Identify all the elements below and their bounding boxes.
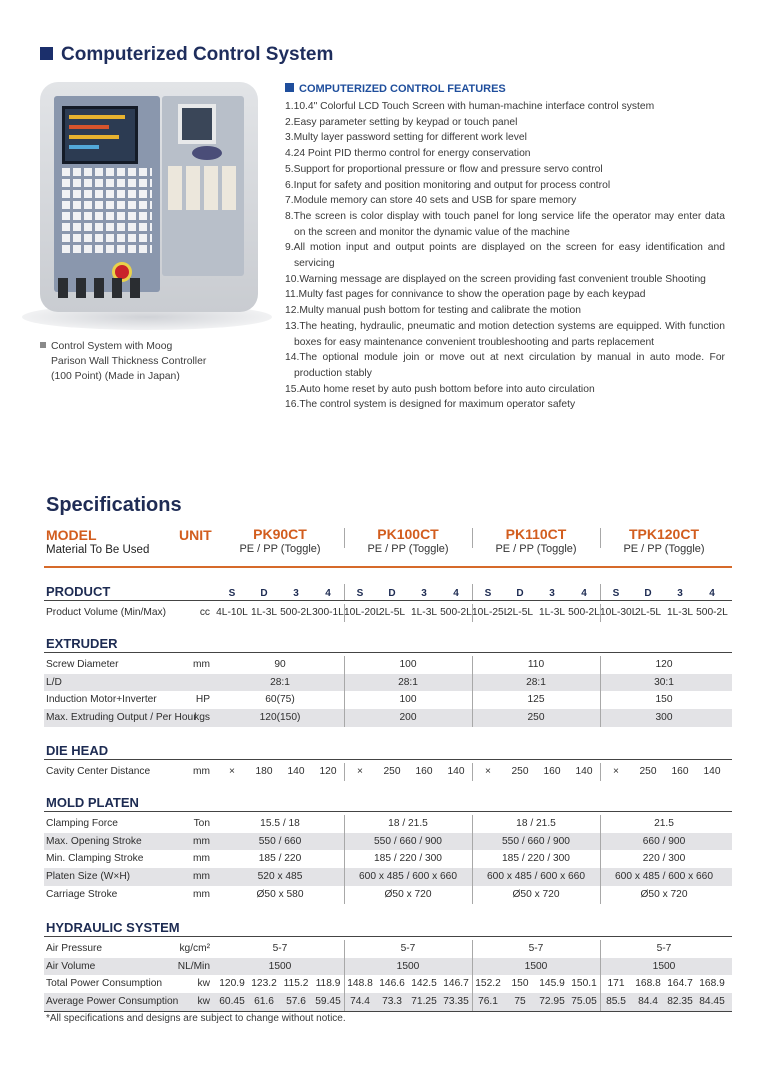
spec-value: 5-7 bbox=[400, 942, 416, 954]
spec-value: 30:1 bbox=[654, 676, 674, 688]
spec-value: 125 bbox=[527, 694, 545, 706]
spec-unit: Ton bbox=[193, 817, 210, 829]
sub-column-header: S bbox=[484, 588, 492, 599]
column-divider bbox=[472, 886, 473, 904]
column-divider bbox=[600, 528, 601, 548]
spec-row bbox=[44, 709, 732, 727]
spec-row bbox=[44, 958, 732, 976]
spec-value: 84.45 bbox=[699, 996, 725, 1008]
control-panel-left bbox=[54, 96, 160, 292]
feature-item: 15.Auto home reset by auto push bottom before into auto circulation bbox=[285, 383, 595, 395]
spec-value: 10L-30L bbox=[600, 607, 638, 618]
spec-unit: kw bbox=[197, 996, 210, 1008]
spec-value: 140 bbox=[703, 765, 721, 777]
spec-row bbox=[44, 815, 732, 833]
spec-value: 120 bbox=[655, 658, 673, 670]
spec-value: 160 bbox=[671, 765, 689, 777]
column-divider bbox=[472, 604, 473, 622]
spec-value: 74.4 bbox=[350, 996, 370, 1008]
model-column-header bbox=[472, 526, 600, 566]
feature-item: 13.The heating, hydraulic, pneumatic and motion detection systems are equipped. With function boxes for easy maintenance convenient troubleshooting and parts replacement bbox=[285, 320, 725, 348]
column-divider bbox=[344, 584, 345, 600]
sub-column-header: 3 bbox=[677, 588, 683, 599]
spec-label: Cavity Center Distance bbox=[46, 765, 151, 777]
spec-value: 73.3 bbox=[382, 996, 402, 1008]
spec-row bbox=[44, 850, 732, 868]
control-panel-photo bbox=[40, 82, 258, 312]
spec-value: 118.9 bbox=[315, 978, 341, 990]
section-title: DIE HEAD bbox=[46, 742, 109, 758]
sub-column-header: 3 bbox=[549, 588, 555, 599]
keypad-icon bbox=[62, 168, 152, 256]
spec-value: 28:1 bbox=[526, 676, 546, 688]
section-header bbox=[44, 727, 732, 760]
sub-column-header: S bbox=[612, 588, 620, 599]
column-divider bbox=[600, 886, 601, 904]
spec-label: Max. Extruding Output / Per Hour bbox=[46, 712, 197, 724]
spec-value: 200 bbox=[399, 712, 417, 724]
spec-value: 250 bbox=[511, 765, 529, 777]
spec-value: 75.05 bbox=[571, 996, 597, 1008]
features-block bbox=[285, 83, 725, 413]
spec-value: 10L-25L bbox=[472, 607, 510, 618]
sub-column-header: D bbox=[644, 588, 652, 599]
column-divider bbox=[600, 993, 601, 1011]
sub-column-header: 4 bbox=[709, 588, 715, 599]
spec-value: 660 / 900 bbox=[642, 835, 686, 847]
spec-row bbox=[44, 993, 732, 1011]
spec-unit: mm bbox=[193, 765, 210, 777]
spec-value: 1500 bbox=[396, 960, 420, 972]
features-square-icon bbox=[285, 83, 294, 92]
column-divider bbox=[344, 674, 345, 692]
material-label: Material To Be Used bbox=[46, 544, 150, 556]
spec-value: 110 bbox=[527, 658, 545, 670]
spec-unit: cc bbox=[199, 607, 210, 618]
spec-value: × bbox=[229, 765, 235, 777]
spec-value: 10L-20L bbox=[344, 607, 382, 618]
column-divider bbox=[344, 528, 345, 548]
spec-value: 90 bbox=[274, 658, 286, 670]
spec-unit: mm bbox=[193, 835, 210, 847]
spec-value: 1500 bbox=[524, 960, 548, 972]
spec-value: × bbox=[485, 765, 491, 777]
sub-column-header: D bbox=[260, 588, 268, 599]
spec-value: Ø50 x 720 bbox=[512, 888, 560, 900]
dial-gauges-icon bbox=[168, 166, 238, 210]
features-title: COMPUTERIZED CONTROL FEATURES bbox=[285, 83, 725, 95]
column-divider bbox=[600, 674, 601, 692]
spec-value: 4L-10L bbox=[216, 607, 248, 618]
spec-label: Min. Clamping Stroke bbox=[46, 853, 144, 865]
sub-column-header: D bbox=[388, 588, 396, 599]
feature-item: 14.The optional module join or move out at next circulation by manual in auto mode. For production stably bbox=[285, 352, 725, 379]
spec-row bbox=[44, 886, 732, 904]
feature-item: 4.24 Point PID thermo control for energy conservation bbox=[285, 148, 531, 160]
spec-value: 600 x 485 / 600 x 660 bbox=[359, 871, 457, 883]
spec-value: 220 / 300 bbox=[642, 853, 686, 865]
sub-column-header: S bbox=[228, 588, 236, 599]
column-divider bbox=[472, 691, 473, 709]
spec-value: 18 / 21.5 bbox=[516, 817, 556, 829]
spec-value: 164.7 bbox=[667, 978, 693, 990]
spec-value: 72.95 bbox=[539, 996, 565, 1008]
lcd-screen-icon bbox=[62, 106, 138, 164]
control-panel-right bbox=[162, 96, 244, 276]
feature-item: 2.Easy parameter setting by keypad or touch panel bbox=[285, 116, 518, 128]
sub-column-header: D bbox=[516, 588, 524, 599]
spec-value: 115.2 bbox=[283, 978, 309, 990]
spec-value: 140 bbox=[287, 765, 305, 777]
column-divider bbox=[472, 815, 473, 833]
column-divider bbox=[472, 833, 473, 851]
spec-value: 550 / 660 / 900 bbox=[374, 835, 442, 847]
spec-value: × bbox=[357, 765, 363, 777]
section-header bbox=[44, 781, 732, 812]
model-name: PK90CT bbox=[253, 526, 307, 542]
section-header bbox=[44, 622, 732, 653]
column-divider bbox=[600, 850, 601, 868]
spec-unit: HP bbox=[195, 694, 210, 706]
spec-row bbox=[44, 868, 732, 886]
spec-value: 60(75) bbox=[265, 694, 295, 706]
spec-value: 1L-3L bbox=[250, 607, 278, 618]
model-name: PK110CT bbox=[505, 526, 567, 542]
column-divider bbox=[472, 709, 473, 727]
spec-value: 180 bbox=[255, 765, 273, 777]
spec-value: 120(150) bbox=[259, 712, 301, 724]
spec-value: 300-1L bbox=[312, 607, 344, 618]
model-label: MODEL bbox=[46, 527, 97, 543]
spec-value: 59.45 bbox=[315, 996, 341, 1008]
spec-label: Carriage Stroke bbox=[46, 888, 118, 900]
spec-value: 185 / 220 bbox=[258, 853, 302, 865]
spec-value: Ø50 x 580 bbox=[256, 888, 304, 900]
feature-item: 5.Support for proportional pressure or flow and pressure servo control bbox=[285, 163, 603, 175]
spec-value: 21.5 bbox=[654, 817, 674, 829]
spec-unit: kw bbox=[197, 978, 210, 990]
column-divider bbox=[600, 975, 601, 993]
model-column-header bbox=[344, 526, 472, 566]
spec-value: 73.35 bbox=[443, 996, 469, 1008]
column-divider bbox=[472, 940, 473, 958]
column-divider bbox=[344, 975, 345, 993]
spec-value: 150 bbox=[655, 694, 673, 706]
feature-item: 8.The screen is color display with touch panel for long service life the operator may enter data on the screen and monitor the dynamic value of the machine bbox=[285, 210, 725, 238]
spec-value: 100 bbox=[399, 694, 417, 706]
feature-item: 6.Input for safety and position monitoring and output for process control bbox=[285, 179, 611, 191]
spec-row bbox=[44, 691, 732, 709]
spec-label: Induction Motor+Inverter bbox=[46, 694, 157, 706]
page-title: Computerized Control System bbox=[40, 44, 333, 66]
column-divider bbox=[472, 850, 473, 868]
spec-value: 2L-5L bbox=[634, 607, 662, 618]
sub-column-header: 4 bbox=[325, 588, 331, 599]
spec-value: 28:1 bbox=[398, 676, 418, 688]
feature-item: 12.Multy manual push bottom for testing and calibrate the motion bbox=[285, 305, 581, 317]
spec-row bbox=[44, 763, 732, 781]
material-value: PE / PP (Toggle) bbox=[239, 543, 321, 555]
spec-value: 146.7 bbox=[443, 978, 469, 990]
spec-unit: kgs bbox=[194, 712, 210, 724]
spec-label: Platen Size (W×H) bbox=[46, 871, 131, 883]
column-divider bbox=[344, 833, 345, 851]
column-divider bbox=[472, 584, 473, 600]
spec-label: Clamping Force bbox=[46, 817, 118, 829]
spec-value: 120.9 bbox=[219, 978, 245, 990]
features-list bbox=[285, 99, 725, 413]
spec-value: 250 bbox=[383, 765, 401, 777]
spec-value: 500-2L bbox=[696, 607, 728, 618]
spec-label: Screw Diameter bbox=[46, 658, 119, 670]
column-divider bbox=[600, 958, 601, 976]
model-name: TPK120CT bbox=[628, 526, 700, 542]
column-divider bbox=[600, 868, 601, 886]
spec-value: 18 / 21.5 bbox=[388, 817, 428, 829]
spec-label: Air Volume bbox=[46, 960, 96, 972]
spec-value: 600 x 485 / 600 x 660 bbox=[615, 871, 713, 883]
spec-row bbox=[44, 940, 732, 958]
photo-caption: Control System with Moog Parison Wall Thickness Controller (100 Point) (Made in Japan) bbox=[40, 339, 225, 384]
model-column-header bbox=[216, 526, 344, 566]
column-divider bbox=[344, 709, 345, 727]
spec-value: 500-2L bbox=[568, 607, 600, 618]
spec-value: 15.5 / 18 bbox=[260, 817, 300, 829]
spec-row bbox=[44, 604, 732, 622]
feature-item: 7.Module memory can store 40 sets and USB for spare memory bbox=[285, 195, 577, 207]
spec-value: 5-7 bbox=[656, 942, 672, 954]
material-value: PE / PP (Toggle) bbox=[623, 543, 705, 555]
section-title: MOLD PLATEN bbox=[46, 794, 139, 810]
column-divider bbox=[344, 993, 345, 1011]
spec-label: L/D bbox=[46, 676, 62, 688]
spec-value: 28:1 bbox=[270, 676, 290, 688]
caption-bullet-icon bbox=[40, 342, 46, 348]
column-divider bbox=[344, 604, 345, 622]
column-divider bbox=[472, 656, 473, 674]
spec-value: 150.1 bbox=[571, 978, 597, 990]
model-column-header bbox=[600, 526, 728, 566]
spec-value: 2L-5L bbox=[506, 607, 534, 618]
spec-unit: kg/cm² bbox=[179, 942, 210, 954]
sub-column-header: 4 bbox=[453, 588, 459, 599]
spec-unit: mm bbox=[193, 871, 210, 883]
sub-column-header: 3 bbox=[421, 588, 427, 599]
spec-value: 148.8 bbox=[347, 978, 373, 990]
sub-column-header: 4 bbox=[581, 588, 587, 599]
spec-row bbox=[44, 833, 732, 851]
column-divider bbox=[472, 868, 473, 886]
spec-value: 60.45 bbox=[219, 996, 245, 1008]
spec-unit: NL/Min bbox=[177, 960, 210, 972]
feature-item: 10.Warning message are displayed on the screen providing fast convenient trouble Shooting bbox=[285, 273, 706, 285]
spec-value: 550 / 660 / 900 bbox=[502, 835, 570, 847]
spec-row bbox=[44, 975, 732, 993]
section-header bbox=[44, 568, 732, 601]
feature-item: 1.10.4" Colorful LCD Touch Screen with human-machine interface control system bbox=[285, 101, 655, 112]
spec-value: 500-2L bbox=[440, 607, 472, 618]
column-divider bbox=[600, 709, 601, 727]
column-divider bbox=[600, 833, 601, 851]
spec-value: 145.9 bbox=[539, 978, 565, 990]
column-divider bbox=[600, 763, 601, 781]
spec-label: Air Pressure bbox=[46, 942, 103, 954]
spec-value: 250 bbox=[639, 765, 657, 777]
spec-value: × bbox=[613, 765, 619, 777]
spec-value: 600 x 485 / 600 x 660 bbox=[487, 871, 585, 883]
spec-value: 146.6 bbox=[379, 978, 405, 990]
column-divider bbox=[344, 850, 345, 868]
spec-value: Ø50 x 720 bbox=[384, 888, 432, 900]
feature-item: 11.Multy fast pages for connivance to show the operation page by each keypad bbox=[285, 289, 646, 301]
section-header bbox=[44, 904, 732, 937]
spec-value: 71.25 bbox=[411, 996, 437, 1008]
spec-value: 500-2L bbox=[280, 607, 312, 618]
spec-unit: mm bbox=[193, 658, 210, 670]
spec-value: 168.9 bbox=[699, 978, 725, 990]
spec-value: 1500 bbox=[268, 960, 292, 972]
spec-value: 82.35 bbox=[667, 996, 693, 1008]
title-square-icon bbox=[40, 47, 53, 60]
section-title: EXTRUDER bbox=[46, 635, 118, 651]
spec-value: 84.4 bbox=[638, 996, 658, 1008]
feature-item: 3.Multy layer password setting for different work level bbox=[285, 132, 527, 144]
material-value: PE / PP (Toggle) bbox=[495, 543, 577, 555]
model-name: PK100CT bbox=[377, 526, 439, 542]
column-divider bbox=[344, 868, 345, 886]
spec-value: 160 bbox=[415, 765, 433, 777]
spec-value: 550 / 660 bbox=[258, 835, 302, 847]
spec-value: 120 bbox=[319, 765, 337, 777]
column-divider bbox=[344, 815, 345, 833]
spec-unit: mm bbox=[193, 888, 210, 900]
footnote: *All specifications and designs are subject to change without notice. bbox=[46, 1013, 346, 1024]
spec-row bbox=[44, 656, 732, 674]
feature-item: 16.The control system is designed for maximum operator safety bbox=[285, 399, 576, 411]
column-divider bbox=[600, 584, 601, 600]
spec-value: 2L-5L bbox=[378, 607, 406, 618]
spec-row bbox=[44, 674, 732, 692]
spec-value: 57.6 bbox=[286, 996, 306, 1008]
spec-label: Total Power Consumption bbox=[46, 978, 163, 990]
spec-value: 5-7 bbox=[272, 942, 288, 954]
spec-value: 300 bbox=[655, 712, 673, 724]
spec-value: 520 x 485 bbox=[257, 871, 303, 883]
spec-value: 100 bbox=[399, 658, 417, 670]
spec-value: 168.8 bbox=[635, 978, 661, 990]
spec-value: 171 bbox=[607, 978, 625, 990]
column-divider bbox=[600, 815, 601, 833]
column-divider bbox=[472, 763, 473, 781]
spec-value: Ø50 x 720 bbox=[640, 888, 688, 900]
spec-value: 61.6 bbox=[254, 996, 274, 1008]
spec-value: 75 bbox=[514, 996, 526, 1008]
spec-table bbox=[44, 526, 732, 1012]
spec-label: Product Volume (Min/Max) bbox=[46, 607, 167, 618]
spec-value: 152.2 bbox=[475, 978, 501, 990]
spec-value: 85.5 bbox=[606, 996, 626, 1008]
section-title: HYDRAULIC SYSTEM bbox=[46, 919, 180, 935]
column-divider bbox=[344, 886, 345, 904]
column-divider bbox=[600, 656, 601, 674]
model-header-row bbox=[44, 526, 732, 568]
column-divider bbox=[472, 975, 473, 993]
column-divider bbox=[472, 958, 473, 976]
section-title: PRODUCT bbox=[46, 584, 111, 599]
table-bottom-rule bbox=[44, 1011, 732, 1012]
column-divider bbox=[600, 604, 601, 622]
spec-label: Max. Opening Stroke bbox=[46, 835, 142, 847]
spec-value: 76.1 bbox=[478, 996, 498, 1008]
column-divider bbox=[600, 691, 601, 709]
column-divider bbox=[344, 763, 345, 781]
sub-column-header: S bbox=[356, 588, 364, 599]
spec-value: 5-7 bbox=[528, 942, 544, 954]
mini-screen-icon bbox=[178, 104, 216, 144]
spec-label: Average Power Consumption bbox=[46, 996, 179, 1008]
specifications-title: Specifications bbox=[46, 494, 182, 516]
spec-value: 142.5 bbox=[411, 978, 437, 990]
spec-value: 185 / 220 / 300 bbox=[374, 853, 442, 865]
brand-logo-icon bbox=[192, 146, 222, 160]
material-value: PE / PP (Toggle) bbox=[367, 543, 449, 555]
spec-value: 1L-3L bbox=[538, 607, 566, 618]
spec-value: 250 bbox=[527, 712, 545, 724]
spec-value: 185 / 220 / 300 bbox=[502, 853, 570, 865]
column-divider bbox=[344, 691, 345, 709]
column-divider bbox=[472, 993, 473, 1011]
column-divider bbox=[344, 656, 345, 674]
column-divider bbox=[472, 528, 473, 548]
column-divider bbox=[472, 674, 473, 692]
column-divider bbox=[344, 958, 345, 976]
spec-value: 1L-3L bbox=[666, 607, 694, 618]
spec-value: 1500 bbox=[652, 960, 676, 972]
switch-row-icon bbox=[58, 278, 142, 298]
spec-value: 1L-3L bbox=[410, 607, 438, 618]
column-divider bbox=[600, 940, 601, 958]
spec-unit: mm bbox=[193, 853, 210, 865]
spec-value: 160 bbox=[543, 765, 561, 777]
column-divider bbox=[344, 940, 345, 958]
spec-value: 123.2 bbox=[251, 978, 277, 990]
spec-value: 140 bbox=[575, 765, 593, 777]
feature-item: 9.All motion input and output points are displayed on the screen for easy identification and servicing bbox=[285, 242, 725, 270]
spec-value: 140 bbox=[447, 765, 465, 777]
spec-value: 150 bbox=[511, 978, 529, 990]
unit-label: UNIT bbox=[179, 527, 212, 543]
sub-column-header: 3 bbox=[293, 588, 299, 599]
